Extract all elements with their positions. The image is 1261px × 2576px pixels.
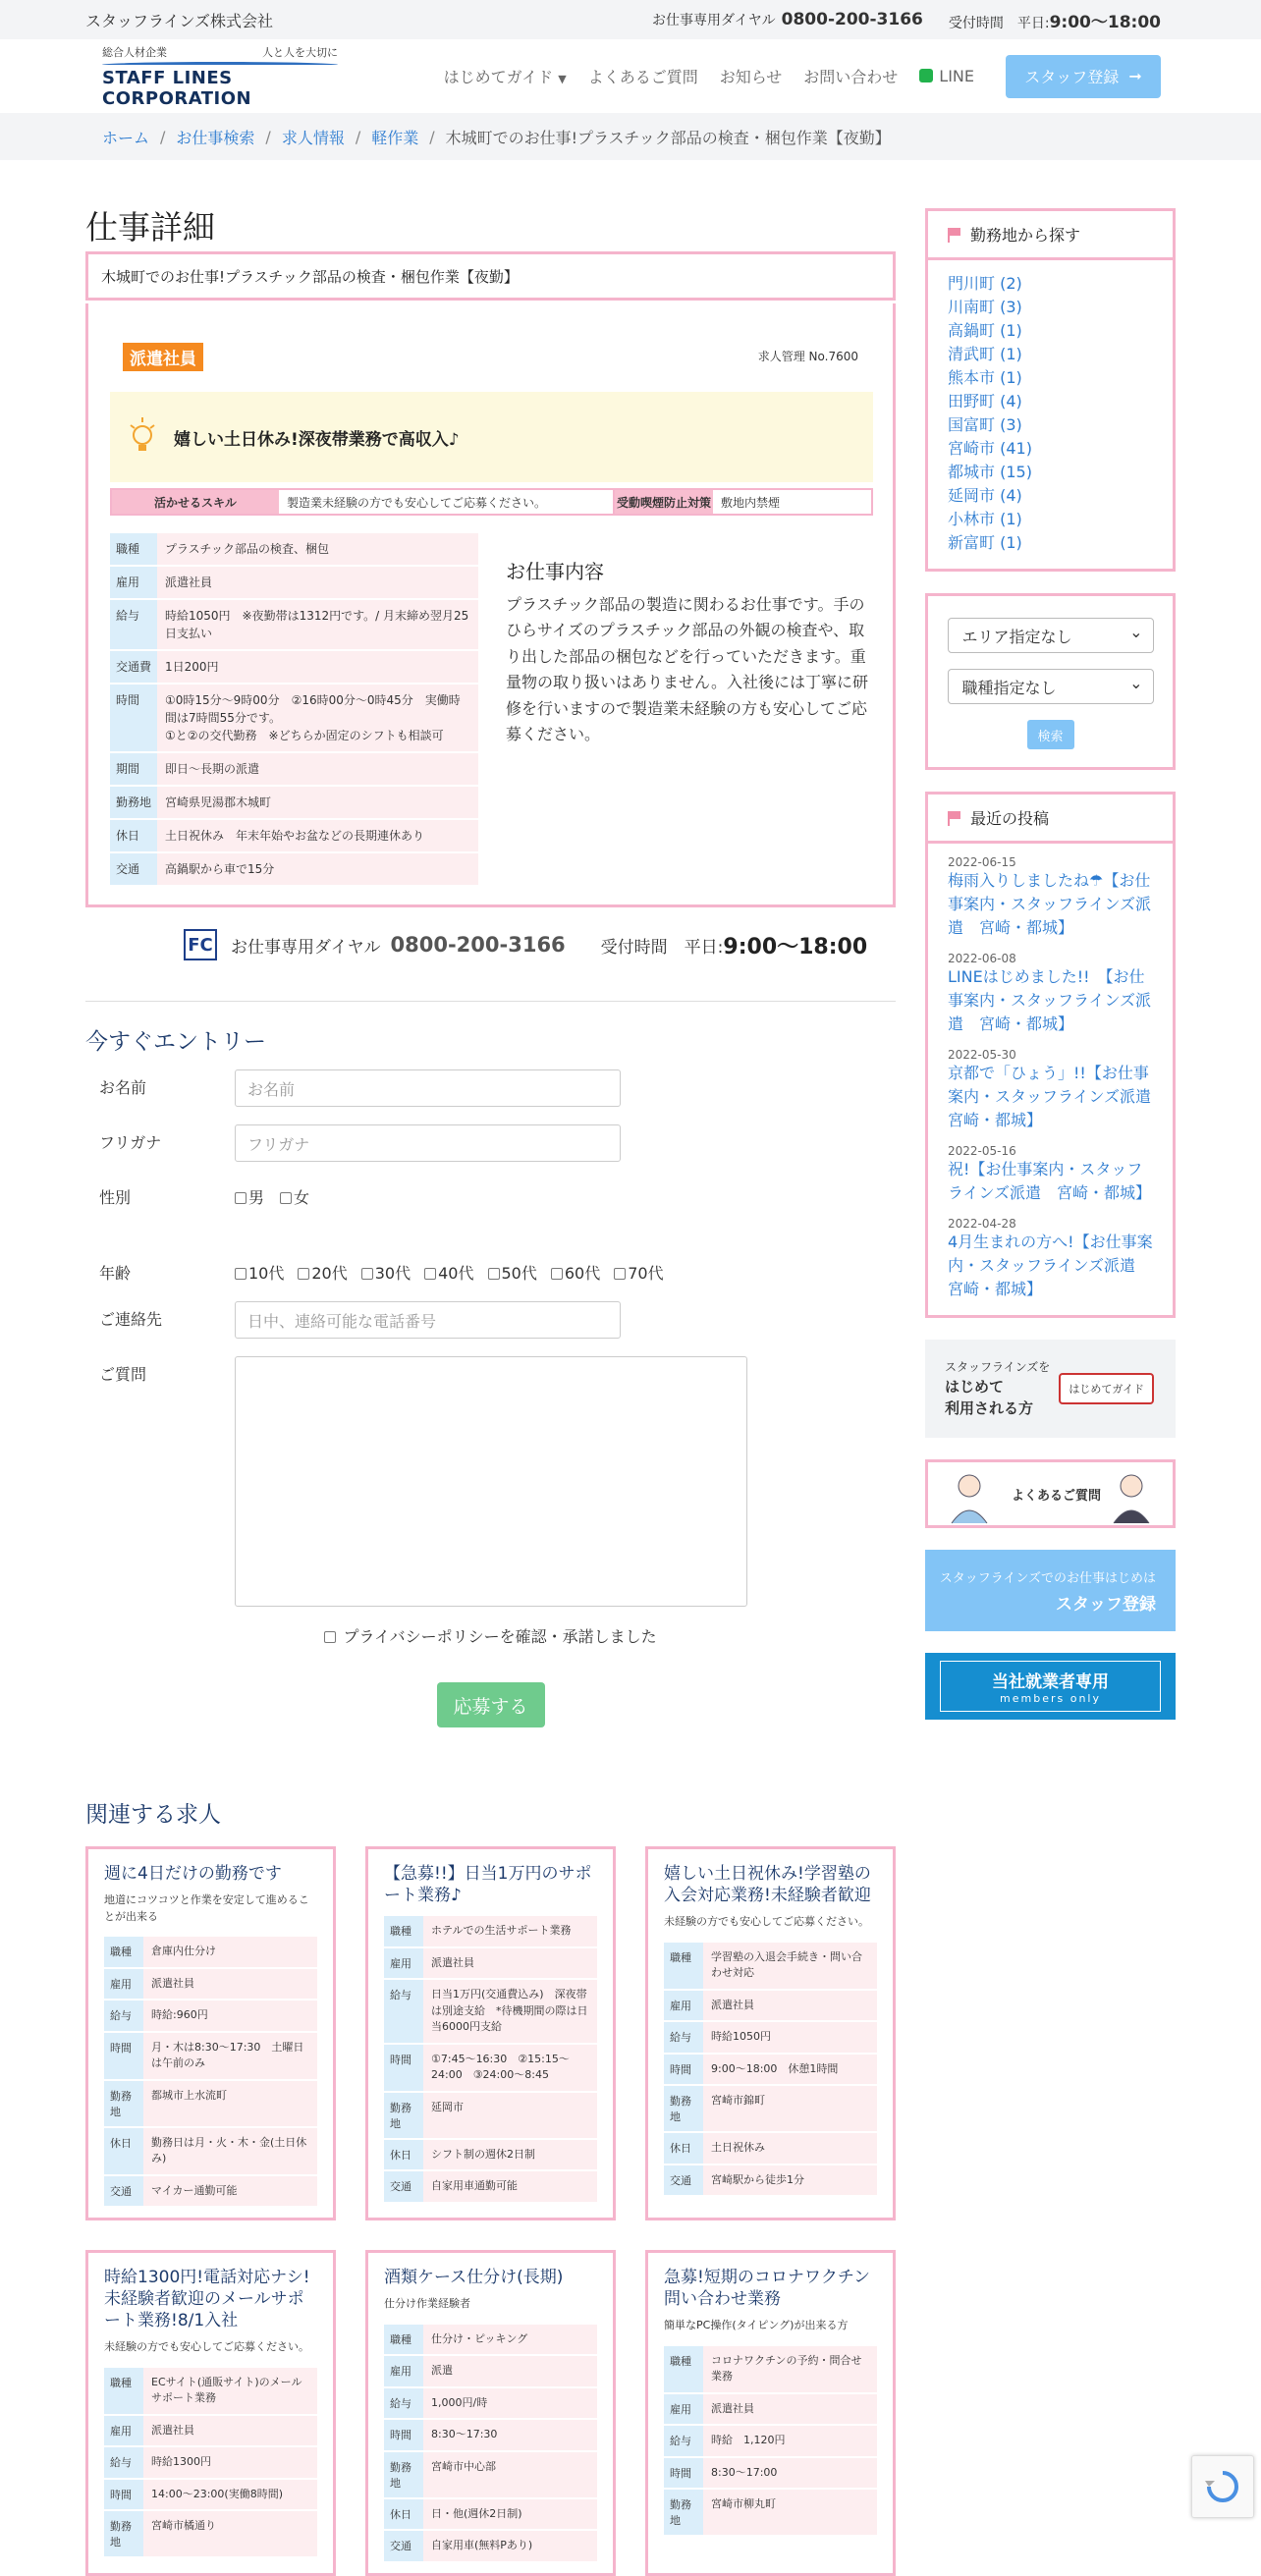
age-checkbox[interactable]: 40代 xyxy=(424,1261,473,1284)
related-job-card[interactable] xyxy=(85,1846,336,2220)
post-link[interactable]: LINEはじめました!! 【お仕事案内・スタッフラインズ派遣 宮崎・都城】 xyxy=(948,967,1152,1033)
related-job-title[interactable]: 週に4日だけの勤務です xyxy=(104,1864,282,1884)
crumb-home[interactable]: ホーム xyxy=(102,128,150,147)
nav-contact[interactable]: お問い合わせ xyxy=(803,68,899,86)
post-date: 2022-05-16 xyxy=(948,1144,1016,1158)
line-icon xyxy=(919,69,933,82)
related-job-table xyxy=(664,1941,877,2198)
info-row xyxy=(384,1948,597,1979)
related-job-title[interactable]: 時給1300円!電話対応ナシ!未経験者歓迎のメールサポート業務!8/1入社 xyxy=(104,2268,310,2331)
info-value: 土日祝休み 年末年始やお盆などの長期連休あり xyxy=(157,820,478,851)
info-row xyxy=(110,567,478,598)
info-row xyxy=(104,2001,317,2031)
info-row xyxy=(384,2356,597,2386)
info-row xyxy=(104,2081,317,2126)
apply-button[interactable]: 応募する xyxy=(437,1682,545,1727)
info-key: 給与 xyxy=(110,600,157,649)
info-key: 勤務地 xyxy=(664,2086,703,2131)
info-row xyxy=(664,2346,877,2392)
recent-posts-box: 最近の投稿 2022-06-15 梅雨入りしましたね☂【お仕事案内・スタッフラインズ派遣 宮崎・都城】 2022-06-08 LINEはじめました!! 【お仕事案内・スタッフラインズ派遣 宮崎・都城】 2022-05-30 京都で「ひょう」!!【お仕事案内・スタッフラインズ派遣 宮崎・都城】 2022-05-16 祝!【お仕事案内・スタッフラインズ派遣 宮崎・都城】 2022-04-28 4月生まれの方へ!【お仕事案内・スタッフラインズ派遣 宮崎・都城】 xyxy=(925,792,1176,1318)
freedial-icon: FC xyxy=(184,929,217,960)
related-job-title[interactable]: 【急募!!】日当1万円のサポート業務♪ xyxy=(384,1864,592,1906)
info-key: 交通 xyxy=(664,2165,703,2196)
logo[interactable]: 総合人材企業 人と人を大切に STAFF LINES CORPORATION xyxy=(102,45,338,109)
job-number: 求人管理 No.7600 xyxy=(757,350,858,363)
filter-box xyxy=(925,593,1176,770)
info-row xyxy=(384,2093,597,2138)
info-key: 交通 xyxy=(384,2171,423,2202)
person-icon xyxy=(946,1468,993,1523)
info-key: 給与 xyxy=(664,2022,703,2053)
related-job-title[interactable]: 酒類ケース仕分け(長期) xyxy=(384,2268,564,2288)
related-job-sub: 簡単なPC操作(タイピング)が出来る方 xyxy=(664,2319,849,2332)
info-key: 休日 xyxy=(110,820,157,851)
age-checkbox[interactable]: 10代 xyxy=(235,1261,284,1284)
info-key: 給与 xyxy=(664,2426,703,2456)
info-value: 時給:960円 xyxy=(143,2001,317,2031)
info-key: 休日 xyxy=(104,2128,143,2174)
related-job-card[interactable] xyxy=(85,2250,336,2576)
related-job-table xyxy=(384,2323,597,2563)
name-input[interactable]: お名前 xyxy=(235,1069,621,1107)
info-value: 学習塾の入退会手続き・問い合わせ対応 xyxy=(703,1943,877,1989)
area-link[interactable]: 高鍋町 (1) xyxy=(948,321,1022,340)
info-key: 時間 xyxy=(384,2045,423,2091)
top-bar xyxy=(0,0,1261,39)
flag-icon xyxy=(948,228,961,242)
info-key: 勤務地 xyxy=(664,2490,703,2535)
info-value: シフト制の週休2日制 xyxy=(423,2140,597,2170)
related-job-card[interactable] xyxy=(645,2250,896,2576)
info-value: 1日200円 xyxy=(157,651,478,683)
info-value: 日当1万円(交通費込み) 深夜帯は別途支給 *待機期間の際は日当6000円支給 xyxy=(423,1980,597,2043)
info-key: 勤務地 xyxy=(104,2511,143,2556)
info-row xyxy=(384,2045,597,2091)
info-key: 交通 xyxy=(104,2176,143,2207)
info-row xyxy=(384,2388,597,2419)
job-title: 木城町でのお仕事!プラスチック部品の検査・梱包作業【夜勤】 xyxy=(85,251,896,301)
first-guide-banner[interactable]: スタッフラインズを はじめて 利用される方 はじめてガイド xyxy=(925,1340,1176,1438)
info-key: 雇用 xyxy=(104,2416,143,2446)
info-row xyxy=(664,2055,877,2085)
info-value: 宮崎県児湯郡木城町 xyxy=(157,787,478,818)
info-value: 派遣社員 xyxy=(703,1991,877,2021)
info-key: 交通 xyxy=(384,2531,423,2561)
post-date: 2022-05-30 xyxy=(948,1048,1016,1062)
post-date: 2022-06-08 xyxy=(948,952,1016,965)
staff-register-button[interactable]: スタッフ登録 ➞ xyxy=(1006,55,1161,98)
info-value: 時給1050円 ※夜勤帯は1312円です。/ 月末締め翌月25日支払い xyxy=(157,600,478,649)
info-key: 職種 xyxy=(664,1943,703,1989)
info-row xyxy=(104,2447,317,2478)
search-button[interactable]: 検索 xyxy=(1027,720,1074,749)
crumb-current: 木城町でのお仕事!プラスチック部品の検査・梱包作業【夜勤】 xyxy=(445,128,891,147)
info-row xyxy=(104,2176,317,2207)
related-job-table xyxy=(664,2344,877,2538)
area-link[interactable]: 小林市 (1) xyxy=(948,510,1022,528)
recaptcha-icon[interactable] xyxy=(1191,2455,1254,2518)
entry-form: 今すぐエントリー お名前 お名前 フリガナ フリガナ 性別 男 女 年齢 10代 20代 30代 40代 50代 60代 70代 ご連絡先 日中、連絡可能な電話番号 ご質問 プライバシーポリシーを確認・承諾しました 応募する xyxy=(85,1023,896,1727)
info-key: 勤務地 xyxy=(110,787,157,818)
info-value: 延岡市 xyxy=(423,2093,597,2138)
info-row xyxy=(104,2368,317,2414)
info-key: 時間 xyxy=(104,2480,143,2510)
info-value: 仕分け・ピッキング xyxy=(423,2325,597,2355)
nav-guide[interactable]: はじめてガイド ▼ xyxy=(443,68,567,86)
age-checkbox[interactable]: 20代 xyxy=(298,1261,347,1284)
nav-news[interactable]: お知らせ xyxy=(719,68,783,86)
info-value: 日・他(週休2日制) xyxy=(423,2499,597,2530)
info-value: 派遣社員 xyxy=(703,2394,877,2425)
flag-icon xyxy=(948,811,961,825)
info-row xyxy=(664,2086,877,2131)
info-key: 期間 xyxy=(110,753,157,785)
crumb-category[interactable]: 軽作業 xyxy=(371,128,419,147)
info-row xyxy=(664,2394,877,2425)
info-key: 時間 xyxy=(664,2055,703,2085)
info-row xyxy=(384,2325,597,2355)
info-row xyxy=(664,2490,877,2535)
area-link[interactable]: 清武町 (1) xyxy=(948,345,1022,363)
lightbulb-icon xyxy=(128,415,157,461)
related-job-table xyxy=(104,1935,317,2208)
age-checkbox[interactable]: 70代 xyxy=(614,1261,663,1284)
info-value: 土日祝休み xyxy=(703,2133,877,2164)
info-key: 勤務地 xyxy=(384,2452,423,2497)
info-row xyxy=(664,2426,877,2456)
catch-copy: 嬉しい土日休み!深夜帯業務で高収入♪ xyxy=(110,392,873,482)
info-value: プラスチック部品の検査、梱包 xyxy=(157,533,478,565)
info-key: 職種 xyxy=(384,1916,423,1946)
info-row xyxy=(110,685,478,751)
info-key: 勤務地 xyxy=(384,2093,423,2138)
hours-info: 受付時間 平日:9:00〜18:00 xyxy=(948,12,1161,32)
job-select[interactable]: 職種指定なし ⌄ xyxy=(948,669,1154,704)
area-link[interactable]: 川南町 (3) xyxy=(948,298,1022,316)
info-key: 交通費 xyxy=(110,651,157,683)
related-job-sub: 未経験の方でも安心してご応募ください。 xyxy=(664,1915,869,1929)
info-row xyxy=(110,533,478,565)
nav-line[interactable]: LINE xyxy=(919,67,974,85)
info-row xyxy=(104,1969,317,2000)
area-select[interactable]: エリア指定なし ⌄ xyxy=(948,618,1154,653)
info-value: 宮崎市柳丸町 xyxy=(703,2490,877,2535)
area-link[interactable]: 門川町 (2) xyxy=(948,274,1022,293)
info-row xyxy=(384,2531,597,2561)
info-key: 職種 xyxy=(384,2325,423,2355)
post-link[interactable]: 祝!【お仕事案内・スタッフラインズ派遣 宮崎・都城】 xyxy=(948,1160,1152,1202)
gender-checkbox[interactable]: 男 xyxy=(235,1185,264,1208)
info-row xyxy=(110,753,478,785)
nav-faq[interactable]: よくあるご質問 xyxy=(587,68,698,86)
info-value: 都城市上水流町 xyxy=(143,2081,317,2126)
info-row xyxy=(384,2420,597,2450)
info-value: 自家用車(無料Pあり) xyxy=(423,2531,597,2561)
related-job-title[interactable]: 嬉しい土日祝休み!学習塾の入会対応業務!未経験者歓迎 xyxy=(664,1864,871,1906)
info-value: マイカー通勤可能 xyxy=(143,2176,317,2207)
entry-title: 今すぐエントリー xyxy=(85,1029,266,1055)
info-value: ホテルでの生活サポート業務 xyxy=(423,1916,597,1946)
info-row xyxy=(384,1980,597,2043)
info-row xyxy=(104,1937,317,1967)
info-key: 雇用 xyxy=(664,1991,703,2021)
info-value: 8:30〜17:30 xyxy=(423,2420,597,2450)
info-value: コロナワクチンの予約・問合せ業務 xyxy=(703,2346,877,2392)
info-row xyxy=(110,787,478,818)
question-textarea[interactable] xyxy=(235,1356,747,1607)
dial-bar: FC お仕事専用ダイヤル 0800-200-3166 受付時間 平日: 9:00〜18:00 xyxy=(184,925,867,964)
employment-badge: 派遣社員 xyxy=(123,343,203,371)
related-job-sub: 地道にコツコツと作業を安定して進めることが出来る xyxy=(104,1893,309,1923)
info-key: 給与 xyxy=(384,1980,423,2043)
related-job-sub: 未経験の方でも安心してご応募ください。 xyxy=(104,2340,309,2354)
info-value: ECサイト(通販サイト)のメールサポート業務 xyxy=(143,2368,317,2414)
area-link[interactable]: 都城市 (15) xyxy=(948,463,1032,481)
staff-register-banner[interactable]: スタッフラインズでのお仕事はじめは スタッフ登録 xyxy=(925,1550,1176,1631)
info-key: 交通 xyxy=(110,853,157,885)
post-link[interactable]: 梅雨入りしましたね☂【お仕事案内・スタッフラインズ派遣 宮崎・都城】 xyxy=(948,871,1152,937)
info-row xyxy=(104,2511,317,2556)
info-value: 宮崎駅から徒歩1分 xyxy=(703,2165,877,2196)
info-key: 給与 xyxy=(384,2388,423,2419)
info-row xyxy=(384,2499,597,2530)
info-row xyxy=(664,2458,877,2489)
area-link[interactable]: 宮崎市 (41) xyxy=(948,439,1032,458)
related-jobs xyxy=(85,1796,896,2576)
info-key: 給与 xyxy=(104,2447,143,2478)
related-job-table xyxy=(104,2366,317,2559)
age-checkbox[interactable]: 50代 xyxy=(488,1261,537,1284)
info-key: 時間 xyxy=(384,2420,423,2450)
info-key: 職種 xyxy=(104,1937,143,1967)
info-key: 給与 xyxy=(104,2001,143,2031)
skill-row: 活かせるスキル 製造業未経験の方でも安心してご応募ください。 受動喫煙防止対策 敷地内禁煙 xyxy=(110,488,873,516)
info-value: 9:00〜18:00 休憩1時間 xyxy=(703,2055,877,2085)
info-value: ①0時15分〜9時00分 ②16時00分〜0時45分 実働時間は7時間55分です。 ①と②の交代勤務 ※どちらか固定のシフトも相談可 xyxy=(157,685,478,751)
members-banner[interactable]: 当社就業者専用 members only xyxy=(925,1653,1176,1720)
info-value: 時給 1,120円 xyxy=(703,2426,877,2456)
kana-input[interactable]: フリガナ xyxy=(235,1124,621,1162)
gender-checkbox[interactable]: 女 xyxy=(280,1185,309,1208)
info-key: 職種 xyxy=(110,533,157,565)
post-date: 2022-06-15 xyxy=(948,855,1016,869)
related-job-sub: 仕分け作業経験者 xyxy=(384,2297,470,2311)
info-row xyxy=(104,2128,317,2174)
info-row xyxy=(384,2140,597,2170)
info-row xyxy=(104,2480,317,2510)
related-job-title[interactable]: 急募!短期のコロナワクチン問い合わせ業務 xyxy=(664,2268,870,2310)
main-nav xyxy=(0,39,1261,113)
info-key: 雇用 xyxy=(104,1969,143,2000)
info-row xyxy=(110,600,478,649)
info-value: 派遣社員 xyxy=(143,2416,317,2446)
info-row xyxy=(664,2022,877,2053)
info-key: 休日 xyxy=(384,2140,423,2170)
info-key: 休日 xyxy=(664,2133,703,2164)
info-value: 8:30〜17:00 xyxy=(703,2458,877,2489)
info-value: 勤務日は月・火・木・金(土日休み) xyxy=(143,2128,317,2174)
info-row xyxy=(664,2165,877,2196)
related-job-card[interactable] xyxy=(645,1846,896,2220)
crumb-jobs[interactable]: 求人情報 xyxy=(281,128,345,147)
info-key: 休日 xyxy=(384,2499,423,2530)
main-content xyxy=(85,208,896,2553)
info-value: 派遣社員 xyxy=(157,567,478,598)
area-link[interactable]: 新富町 (1) xyxy=(948,533,1022,552)
info-value: 時給1300円 xyxy=(143,2447,317,2478)
post-link[interactable]: 京都で「ひょう」!!【お仕事案内・スタッフラインズ派遣 宮崎・都城】 xyxy=(948,1064,1168,1129)
area-link[interactable]: 延岡市 (4) xyxy=(948,486,1022,505)
info-value: 1,000円/時 xyxy=(423,2388,597,2419)
info-value: 自家用車通勤可能 xyxy=(423,2171,597,2202)
info-value: 高鍋駅から車で15分 xyxy=(157,853,478,885)
info-key: 雇用 xyxy=(384,1948,423,1979)
dial-info: お仕事専用ダイヤル 0800-200-3166 xyxy=(652,10,923,29)
info-row xyxy=(104,2416,317,2446)
area-search-box: 勤務地から探す 門川町 (2) 川南町 (3) 高鍋町 (1) 清武町 (1) 熊本市 (1) 田野町 (4) 国富町 (3) 宮崎市 (41) 都城市 (15) 延岡市 (4) 小林市 (1) 新富町 (1) xyxy=(925,208,1176,572)
info-key: 勤務地 xyxy=(104,2081,143,2126)
area-link[interactable]: 熊本市 (1) xyxy=(948,368,1022,387)
info-row xyxy=(110,853,478,885)
info-row xyxy=(110,820,478,851)
info-row xyxy=(110,651,478,683)
info-value: 即日〜長期の派遣 xyxy=(157,753,478,785)
info-key: 時間 xyxy=(104,2033,143,2079)
sidebar xyxy=(925,208,1176,1741)
info-key: 職種 xyxy=(664,2346,703,2392)
person-icon xyxy=(1108,1468,1155,1523)
related-title: 関連する求人 xyxy=(85,1802,221,1828)
job-info-table xyxy=(110,531,478,887)
age-checkbox[interactable]: 30代 xyxy=(361,1261,411,1284)
area-link[interactable]: 田野町 (4) xyxy=(948,392,1022,411)
area-link[interactable]: 国富町 (3) xyxy=(948,415,1022,434)
info-key: 雇用 xyxy=(664,2394,703,2425)
age-checkbox[interactable]: 60代 xyxy=(551,1261,600,1284)
info-row xyxy=(104,2033,317,2079)
info-value: 宮崎市橘通り xyxy=(143,2511,317,2556)
related-job-table xyxy=(384,1914,597,2204)
info-key: 雇用 xyxy=(110,567,157,598)
breadcrumb: ホーム / お仕事検索 / 求人情報 / 軽作業 / 木城町でのお仕事!プラスチック部品の検査・梱包作業【夜勤】 xyxy=(0,113,1261,160)
info-value: 14:00〜23:00(実働8時間) xyxy=(143,2480,317,2510)
info-value: 時給1050円 xyxy=(703,2022,877,2053)
caret-down-icon: ▼ xyxy=(558,73,567,85)
info-value: 宮崎市中心部 xyxy=(423,2452,597,2497)
faq-banner[interactable]: よくあるご質問 xyxy=(925,1459,1176,1528)
info-value: 派遣社員 xyxy=(143,1969,317,2000)
job-detail xyxy=(85,303,896,907)
page-title: 仕事詳細 xyxy=(85,208,215,247)
post-link[interactable]: 4月生まれの方へ!【お仕事案内・スタッフラインズ派遣 宮崎・都城】 xyxy=(948,1233,1153,1298)
info-row xyxy=(664,2133,877,2164)
info-row xyxy=(664,1943,877,1989)
info-row xyxy=(384,2452,597,2497)
arrow-right-icon: ➞ xyxy=(1128,67,1142,85)
info-key: 職種 xyxy=(104,2368,143,2414)
related-job-card[interactable] xyxy=(365,1846,616,2220)
contact-input[interactable]: 日中、連絡可能な電話番号 xyxy=(235,1301,621,1339)
info-value: ①7:45〜16:30 ②15:15〜24:00 ③24:00〜8:45 xyxy=(423,2045,597,2091)
info-key: 雇用 xyxy=(384,2356,423,2386)
info-value: 宮崎市錦町 xyxy=(703,2086,877,2131)
job-description: お仕事内容 プラスチック部品の製造に関わるお仕事です。手のひらサイズのプラスチック部品の外観の検査や、取り出した部品の梱包などを行っていただきます。重量物の取り扱いはありません。入社後には丁寧に研修を行いますので製造業未経験の方も安心してご応募ください。 xyxy=(506,560,868,743)
info-row xyxy=(384,1916,597,1946)
info-row xyxy=(384,2171,597,2202)
info-value: 派遣社員 xyxy=(423,1948,597,1979)
info-value: 派遣 xyxy=(423,2356,597,2386)
info-value: 月・木は8:30〜17:30 土曜日は午前のみ xyxy=(143,2033,317,2079)
related-job-card[interactable] xyxy=(365,2250,616,2576)
crumb-search[interactable]: お仕事検索 xyxy=(176,128,255,147)
info-key: 時間 xyxy=(110,685,157,751)
company-name: スタッフラインズ株式会社 xyxy=(85,11,274,30)
post-date: 2022-04-28 xyxy=(948,1217,1016,1231)
privacy-checkbox[interactable]: プライバシーポリシーを確認・承諾しました xyxy=(85,1624,896,1647)
info-row xyxy=(664,1991,877,2021)
info-value: 倉庫内仕分け xyxy=(143,1937,317,1967)
info-key: 時間 xyxy=(664,2458,703,2489)
